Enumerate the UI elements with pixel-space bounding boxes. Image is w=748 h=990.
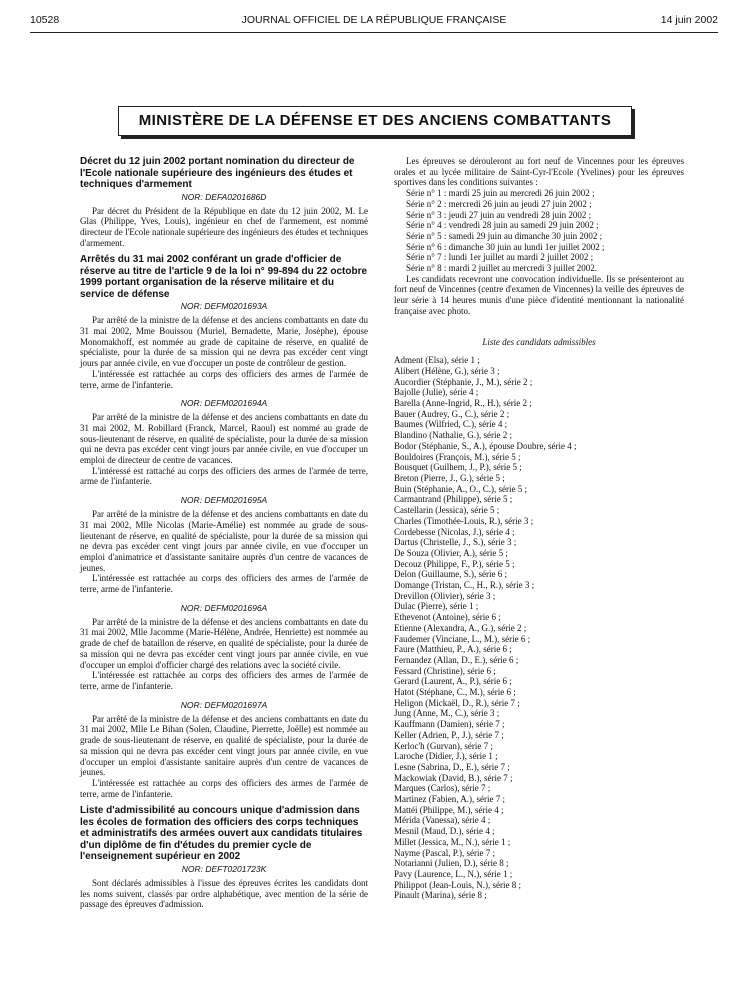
candidate-item: Bajolle (Julie), série 4 ; <box>394 387 479 398</box>
candidate-item: Faure (Matthieu, P., A.), série 6 ; <box>394 644 512 655</box>
candidate-item: Etienne (Alexandra, A., G.), série 2 ; <box>394 622 527 633</box>
candidate-item: Buin (Stéphanie, A., O., C.), série 5 ; <box>394 483 527 494</box>
left-column <box>80 156 368 916</box>
liste-body: Sont déclarés admissibles à l'issue des épreuves écrites les candidats dont les noms suivent, classés par ordre alphabétique, avec mention de la série de passage des épreuves d'admission. <box>80 877 368 910</box>
candidate-item: Aucordier (Stéphanie, J., M.), série 2 ; <box>394 376 533 387</box>
candidate-item: Kauffmann (Damien), série 7 ; <box>394 719 505 730</box>
arrete-body: Par arrêté de la ministre de la défense et des anciens combattants en date du 31 mai 2002, Mlle Le Bihan (Solen, Claudine, Pierrette, Joëlle) est nommée au grade de sous-lieutenant de réserve, en qualité de spécialiste, pour la durée de sa mission qui ne devra pas excéder cent vingt jours par année civile, en vue d'occuper un emploi d'assistante sanitaire auprès d'un centre de vacances de jeunes. <box>80 713 368 778</box>
series-item: Série n° 2 : mercredi 26 juin au jeudi 27 juin 2002 ; <box>406 198 592 209</box>
candidates-list-title: Liste des candidats admissibles <box>482 336 596 347</box>
candidate-item: Nayme (Pascal, P.), série 7 ; <box>394 847 495 858</box>
candidate-item: Martinez (Fabien, A.), série 7 ; <box>394 794 505 805</box>
series-item: Série n° 5 : samedi 29 juin au dimanche 30 juin 2002 ; <box>406 230 603 241</box>
page-number: 10528 <box>30 14 60 26</box>
decree-title: Décret du 12 juin 2002 portant nomination du directeur de l'Ecole nationale supérieure des ingénieurs des études et techniques d'armement <box>80 156 355 190</box>
decree-body: Par décret du Président de la République en date du 12 juin 2002, M. Le Glas (Philippe, Yves, Louis), ingénieur en chef de l'armement, est nommé directeur de l'Ecole nationale supérieure des ingénieurs des études et techniques d'armement. <box>80 205 368 248</box>
arrete-attachment: L'intéressée est rattachée au corps des officiers des armes de l'armée de terre, arme de l'infanterie. <box>80 670 368 691</box>
candidate-item: Bouldoires (François, M.), série 5 ; <box>394 451 521 462</box>
candidate-item: Adment (Elsa), série 1 ; <box>394 355 480 366</box>
candidate-item: Mackowiak (David, B.), série 7 ; <box>394 772 513 783</box>
decree-section <box>80 156 368 248</box>
series-item: Série n° 7 : lundi 1er juillet au mardi 2 juillet 2002 ; <box>406 252 594 263</box>
journal-title: JOURNAL OFFICIEL DE LA RÉPUBLIQUE FRANÇAISE <box>241 14 507 26</box>
arrete-attachment: L'intéressé est rattaché au corps des officiers des armes de l'armée de terre, arme de l'infanterie. <box>80 465 368 487</box>
ministry-title: MINISTÈRE DE LA DÉFENSE ET DES ANCIENS COMBATTANTS <box>138 112 612 129</box>
candidate-item: Gerard (Laurent, A., P.), série 6 ; <box>394 676 512 687</box>
candidate-item: Ethevenot (Antoine), série 6 ; <box>394 612 501 623</box>
candidate-item: Hatot (Stéphane, C., M.), série 6 ; <box>394 687 516 698</box>
arrete-attachment: L'intéressée est rattachée au corps des officiers des armes de l'armée de terre, arme de l'infanterie. <box>80 573 368 595</box>
header-rule <box>30 32 718 33</box>
candidate-item: Baumes (Wilfried, C.), série 4 ; <box>394 419 508 430</box>
arrete-body: Par arrêté de la ministre de la défense et des anciens combattants en date du 31 mai 2002, Mme Bouissou (Muriel, Bernadette, Marie, Josèphe), épouse Monomakhoff, est nommée au grade de capitaine de réserve, en qualité de spécialiste, pour la durée de sa mission qui ne devra pas excéder cent vingt jours par année civile, en vue d'occuper un poste de contrôleur de gestion. <box>80 315 368 369</box>
candidate-item: Pavy (Laurence, L., N.), série 1 ; <box>394 869 513 879</box>
candidate-item: Notarianni (Julien, D.), série 8 ; <box>394 858 509 869</box>
convocation-text: Les candidats recevront une convocation individuelle. Ils se présenteront au fort neuf de Vincennes (centre d'examen de Vincennes) la veille des épreuves de leur série à 14 heures munis d'une pièce d'identité mentionnant la nationalité française avec photo. <box>394 273 684 316</box>
arretes-title: Arrêtés du 31 mai 2002 conférant un grade d'officier de réserve au titre de l'article 9 de la loi n° 99-894 du 22 octobre 1999 portant organisation de la réserve militaire et du service de défense <box>80 254 368 300</box>
candidate-item: Fernandez (Allan, D., E.), série 6 ; <box>394 654 519 665</box>
candidate-item: Dulac (Pierre), série 1 ; <box>394 601 479 612</box>
candidate-item: Jung (Anne, M., C.), série 3 ; <box>394 708 500 719</box>
candidate-item: Fessard (Christine), série 6 ; <box>394 665 496 676</box>
candidate-item: Keller (Adrien, P., J.), série 7 ; <box>394 729 504 740</box>
candidate-item: Philippot (Jean-Louis, N.), série 8 ; <box>394 879 521 890</box>
series-schedule <box>394 188 684 274</box>
series-item: Série n° 1 : mardi 25 juin au mercredi 26 juin 2002 ; <box>406 188 595 199</box>
liste-section <box>80 805 368 910</box>
arrete-body: Par arrêté de la ministre de la défense et des anciens combattants en date du 31 mai 2002, Mlle Jacomme (Marie-Hélène, Andrée, Henriette) est nommée au grade de chef de bataillon de réserve, en qualité de spécialiste, pour la durée de sa mission qui ne devra pas excéder cent vingt jours par année civile, en vue d'occuper un emploi d'officier chargé des relations avec la société civile. <box>80 616 368 670</box>
series-item: Série n° 3 : jeudi 27 juin au vendredi 28 juin 2002 ; <box>406 209 592 220</box>
series-item: Série n° 4 : vendredi 28 juin au samedi 29 juin 2002 ; <box>406 220 599 231</box>
arrete-nor: NOR: DEFM0201695A <box>180 495 268 506</box>
issue-date: 14 juin 2002 <box>660 14 718 26</box>
candidate-item: Breton (Pierre, J., G.), série 5 ; <box>394 472 505 483</box>
page-header <box>30 14 718 30</box>
candidate-item: Barella (Anne-Ingrid, R., H.), série 2 ; <box>394 398 532 409</box>
candidate-item: Alibert (Hélène, G.), série 3 ; <box>394 365 500 376</box>
candidate-item: Dartus (Christelle, J., S.), série 3 ; <box>394 537 517 548</box>
candidate-item: Bauer (Audrey, G., C.), série 2 ; <box>394 408 510 419</box>
arrete-nor: NOR: DEFM0201693A <box>180 301 268 312</box>
candidate-item: Drevillon (Olivier), série 3 ; <box>394 590 496 601</box>
candidate-item: Delon (Guillaume, S.), série 6 ; <box>394 569 507 580</box>
arrete-nor: NOR: DEFM0201696A <box>180 602 268 613</box>
candidate-item: Faudemer (Vinciane, L., M.), série 6 ; <box>394 633 531 644</box>
arrete-body: Par arrêté de la ministre de la défense et des anciens combattants en date du 31 mai 2002, Mlle Nicolas (Marie-Amélie) est nommée au grade de sous-lieutenant de réserve, en qualité de spécialiste, pour la durée de sa mission qui ne devra pas excéder cent vingt jours par année civile, en vue d'occuper un emploi d'animatrice et d'assistante sanitaire auprès d'un centre de vacances de jeunes. <box>80 509 368 573</box>
candidate-item: Heligon (Mickaël, D., R.), série 7 ; <box>394 697 520 708</box>
series-item: Série n° 6 : dimanche 30 juin au lundi 1er juillet 2002 ; <box>406 241 605 252</box>
decree-nor: NOR: DEFA0201686D <box>181 191 267 202</box>
candidate-item: Mesnil (Maud, D.), série 4 ; <box>394 826 495 837</box>
arrete-attachment: L'intéressée est rattachée au corps des officiers des armes de l'armée de terre, arme de l'infanterie. <box>80 777 368 799</box>
candidate-item: Laroche (Didier, J.), série 1 ; <box>394 751 498 762</box>
candidate-item: Mérida (Vanessa), série 4 ; <box>394 815 491 826</box>
candidate-item: Charles (Timothée-Louis, R.), série 3 ; <box>394 515 534 526</box>
epreuves-intro: Les épreuves se dérouleront au fort neuf de Vincennes pour les épreuves orales et au lycée militaire de Saint-Cyr-l'Ecole (Yvelines) pour les épreuves sportives dans les conditions suivantes : <box>394 156 684 188</box>
right-column <box>394 156 684 901</box>
arrete-nor: NOR: DEFM0201694A <box>180 398 268 409</box>
candidate-item: Marques (Carlos), série 7 ; <box>394 783 491 794</box>
candidate-item: Cordebesse (Nicolas, J.), série 4 ; <box>394 526 515 537</box>
arretes-section <box>80 254 368 799</box>
candidate-item: Pinault (Marina), série 8 ; <box>394 890 487 901</box>
arrete-attachment: L'intéressée est rattachée au corps des officiers des armes de l'armée de terre, arme de l'infanterie. <box>80 368 368 390</box>
arrete-nor: NOR: DEFM0201697A <box>180 699 268 710</box>
candidate-item: Blandino (Nathalie, G.), série 2 ; <box>394 430 512 441</box>
candidate-item: Bousquet (Guilhem, J., P.), série 5 ; <box>394 462 522 473</box>
series-item: Série n° 8 : mardi 2 juillet au mercredi 3 juillet 2002. <box>406 263 598 274</box>
candidate-item: Bodor (Stéphanie, S., A.), épouse Doubre, série 4 ; <box>394 440 577 451</box>
candidate-item: Lesne (Sabrina, D., E.), série 7 ; <box>394 761 510 772</box>
candidate-item: Mattéi (Philippe, M.), série 4 ; <box>394 804 504 815</box>
candidate-item: Millet (Jessica, M., N.), série 1 ; <box>394 836 511 847</box>
liste-nor: NOR: DEFT0201723K <box>181 863 267 874</box>
candidate-item: De Souza (Olivier, A.), série 5 ; <box>394 547 508 558</box>
candidate-item: Carmantrand (Philippe), série 5 ; <box>394 494 513 505</box>
liste-title: Liste d'admissibilité au concours unique d'admission dans les écoles de formation des officiers des corps techniques et administratifs des armées ouvert aux candidats titulaires d'un diplôme de fin d'études du premier cycle de l'enseignement supérieur en 2002 <box>80 805 363 863</box>
candidate-item: Decouz (Philippe, F., P.), série 5 ; <box>394 558 515 569</box>
candidate-item: Castellarin (Jessica), série 5 ; <box>394 505 500 516</box>
candidate-item: Kerloc'h (Gurvan), série 7 ; <box>394 740 493 751</box>
candidates-list <box>394 355 684 901</box>
arrete-body: Par arrêté de la ministre de la défense et des anciens combattants en date du 31 mai 2002, M. Robillard (Franck, Marcel, Raoul) est nommé au grade de sous-lieutenant de réserve, en qualité de spécialiste, pour la durée de sa mission qui ne devra pas excéder cent vingt jours par année civile, en vue d'occuper un emploi de directeur de centre de vacances. <box>80 412 368 466</box>
candidate-item: Domange (Tristan, C., H., R.), série 3 ; <box>394 580 535 591</box>
ministry-banner <box>118 106 632 136</box>
